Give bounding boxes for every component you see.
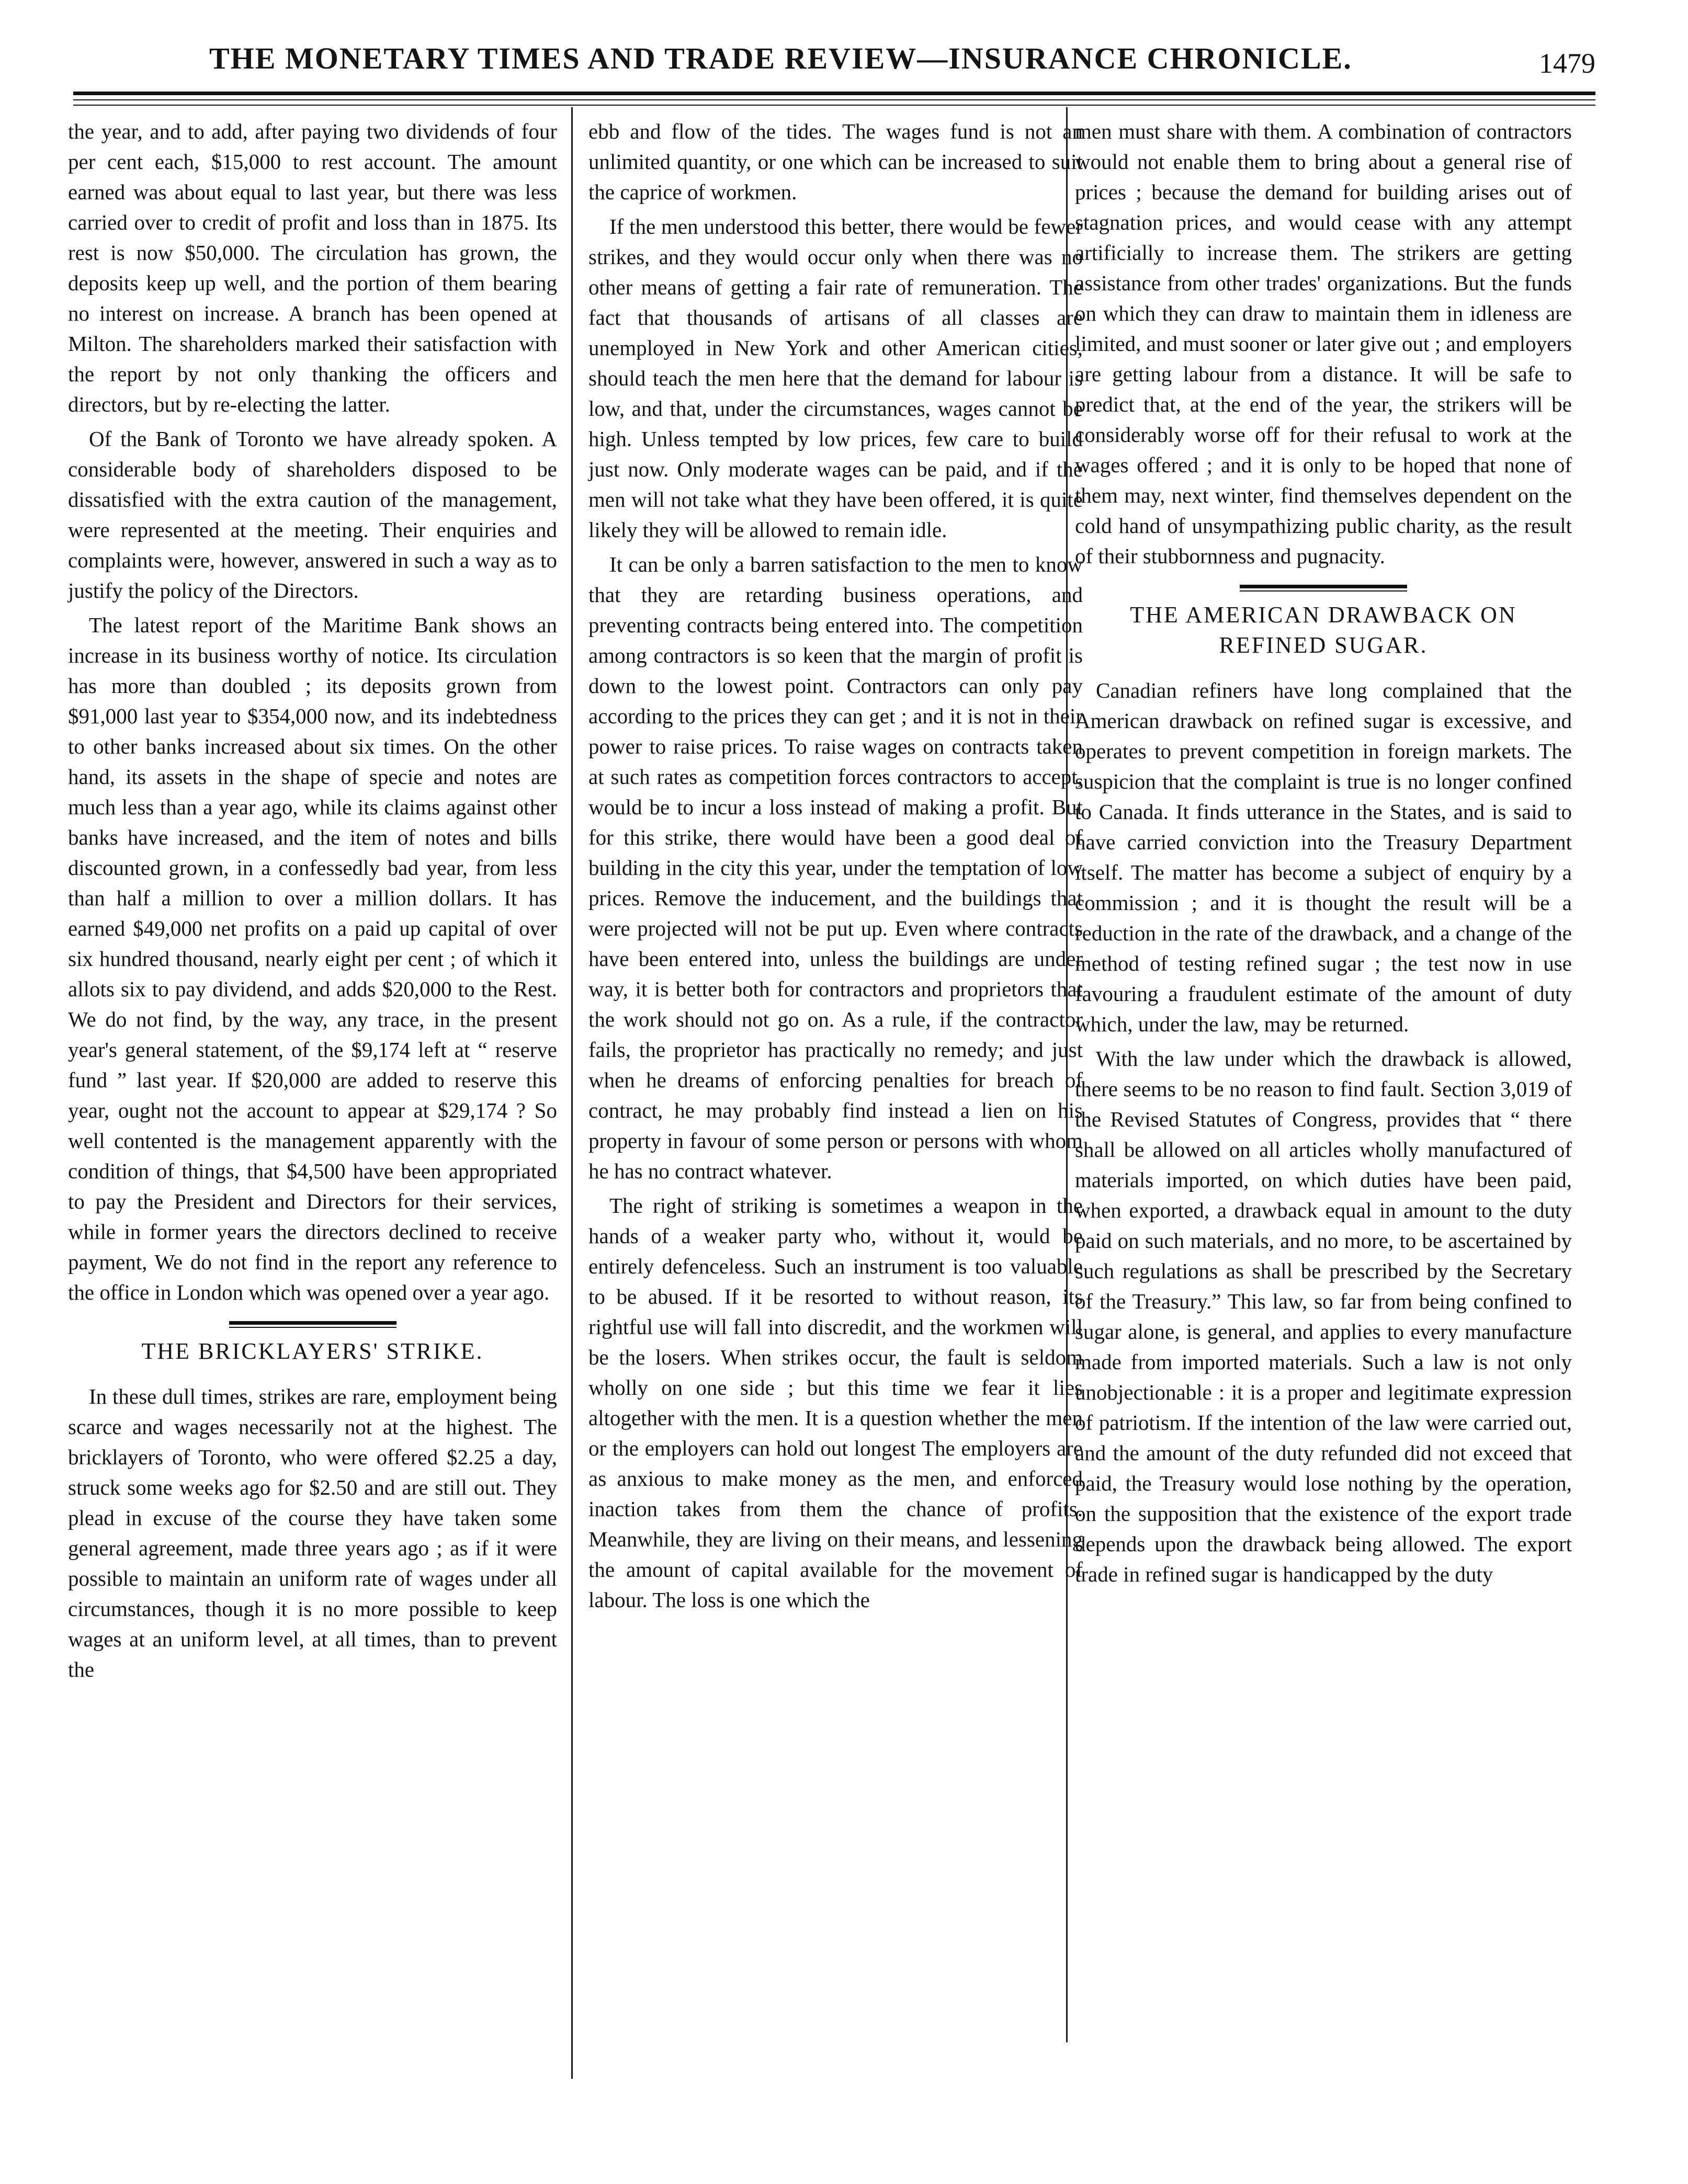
masthead-title: THE MONETARY TIMES AND TRADE REVIEW—INSURANCE CHRONICLE. [209, 41, 1352, 75]
header-rule-thin [73, 99, 1595, 100]
paragraph: men must share with them. A combination of contractors would not enable them to bring about a general rise of prices ; because the demand for building arises out of stagnation prices, and would cease with any attempt artificially to increase them. The strikers are getting assistance from other trades' organizations. But the funds on which they can draw to maintain them in idleness are limited, and must sooner or later give out ; and employers are getting labour from a distance. It will be safe to predict that, at the end of the year, the strikers will be considerably worse off for their refusal to work at the wages offered ; and it is only to be hoped that none of them may, next winter, find themselves dependent on the cold hand of unsympathizing public charity, as the result of their stubbornness and pugnacity. [1075, 119, 1572, 568]
paragraph: If the men understood this better, there would be fewer strikes, and they would occur only when there was no other means of getting a fair rate of remuneration. The fact that thousands of artisans of all classes are unemployed in New York and other American cities, should teach the men here that the demand for labour is low, and that, under the circumstances, wages cannot be high. Unless tempted by low prices, few care to build just now. Only moderate wages can be paid, and if the men will not take what they have been offered, it is quite likely they will be allowed to remain idle. [588, 214, 1083, 542]
paragraph: The right of striking is sometimes a weapon in the hands of a weaker party who, without it, would be entirely defenceless. Such an instrument is too valuable to be abused. If it be resorted to without reason, its rightful use will fall into discredit, and the workmen will be the losers. When strikes occur, the fault is seldom wholly on one side ; but this time we fear it lies altogether with the men. It is a question whether the men or the employers can hold out longest The employers are as anxious to make money as the men, and enforced inaction takes from them the chance of profits. Meanwhile, they are living on their means, and lessening the amount of capital available for the movement of labour. The loss is one which the [588, 1193, 1083, 1612]
header-rule-thin-lower [73, 105, 1595, 106]
column-3 [1075, 116, 1572, 1594]
column-1 [68, 116, 557, 1689]
paragraph: Canadian refiners have long complained that the American drawback on refined sugar is excessive, and operates to prevent competition in foreign markets. The suspicion that the complaint is true is no longer confined to Canada. It finds utterance in the States, and is said to have carried conviction into the Treasury Department itself. The matter has become a subject of enquiry by a commission ; and it is thought the result will be a reduction in the rate of the drawback, and a change of the method of testing refined sugar ; the test now in use favouring a fraudulent estimate of the amount of duty which, under the law, may be returned. [1075, 678, 1572, 1036]
paragraph: the year, and to add, after paying two dividends of four per cent each, $15,000 to rest account. The amount earned was about equal to last year, but there was less carried over to credit of profit and loss than in 1875. Its rest is now $50,000. The circulation has grown, the deposits keep up well, and the portion of them bearing no interest on increase. A branch has been opened at Milton. The shareholders marked their satisfaction with the report by not only thanking the officers and directors, but by re-electing the latter. [68, 119, 557, 416]
paragraph: With the law under which the drawback is allowed, there seems to be no reason to find fault. Section 3,019 of the Revised Statutes of Congress, provides that “ there shall be allowed on all articles wholly manufactured of materials imported, on which duties have been paid, when exported, a drawback equal in amount to the duty paid on such materials, and no more, to be ascertained by such regulations as shall be prescribed by the Secretary of the Treasury.” This law, so far from being confined to sugar alone, is general, and applies to every manufacture made from imported materials. Such a law is not only unobjectionable : it is a proper and legitimate expression of patriotism. If the intention of the law were carried out, and the amount of the duty refunded did not exceed that paid, the Treasury would lose nothing by the operation, on the supposition that the existence of the export trade depends upon the drawback being allowed. The export trade in refined sugar is handicapped by the duty [1075, 1046, 1572, 1586]
paragraph: In these dull times, strikes are rare, employment being scarce and wages necessarily not at the highest. The bricklayers of Toronto, who were offered $2.25 a day, struck some weeks ago for $2.50 and are still out. They plead in excuse of the course they have taken some general agreement, made three years ago ; as if it were possible to maintain an uniform rate of wages under all circumstances, though it is no more possible to keep wages at an uniform level, at all times, than to prevent the [68, 1384, 557, 1681]
column-2 [588, 116, 1083, 1619]
paragraph: Of the Bank of Toronto we have already spoken. A considerable body of shareholders disposed to be dissatisfied with the extra caution of the management, were represented at the meeting. Their enquiries and complaints were, however, answered in such a way as to justify the policy of the Directors. [68, 427, 557, 602]
section-heading-bricklayers: THE BRICKLAYERS' STRIKE. [141, 1338, 484, 1364]
section-heading-drawback [1075, 600, 1572, 661]
header-rule-thick [73, 92, 1595, 95]
section-separator [229, 1321, 396, 1328]
page-header [78, 41, 1595, 88]
paragraph: ebb and flow of the tides. The wages fund is not an unlimited quantity, or one which can be increased to suit the caprice of workmen. [588, 119, 1083, 204]
section-separator [1240, 585, 1407, 592]
page-number: 1479 [1539, 48, 1595, 79]
heading-line: REFINED SUGAR. [1219, 632, 1428, 658]
paragraph: The latest report of the Maritime Bank shows an increase in its business worthy of notice. Its circulation has more than doubled ; its deposits grown from $91,000 last year to $354,000 now, and its indebtedness to other banks increased about six times. On the other hand, its assets in the shape of specie and notes are much less than a year ago, while its claims against other banks have increased, and the item of notes and bills discounted grown, in a confessedly bad year, from less than half a million to over a million dollars. It has earned $49,000 net profits on a paid up capital of over six hundred thousand, nearly eight per cent ; of which it allots six to pay dividend, and adds $20,000 to the Rest. We do not find, by the way, any trace, in the present year's general statement, of the $9,174 left at “ reserve fund ” last year. If $20,000 are added to reserve this year, ought not the account to appear at $29,174 ? So well contented is the management apparently with the condition of things, that $4,500 have been appropriated to pay the President and Directors for their services, while in former years the directors declined to receive payment, We do not find in the report any reference to the office in London which was opened over a year ago. [68, 613, 557, 1304]
heading-line: THE AMERICAN DRAWBACK ON [1130, 602, 1517, 628]
column-divider-1 [571, 107, 573, 2079]
paragraph: It can be only a barren satisfaction to the men to know that they are retarding business operations, and preventing contracts being entered into. The competition among contractors is so keen that the margin of profit is down to the lowest point. Contractors can only pay according to the prices they can get ; and it is not in their power to raise prices. To raise wages on contracts taken at such rates as competition forces contractors to accept, would be to incur a loss instead of making a profit. But for this strike, there would have been a good deal of building in the city this year, under the temptation of low prices. Remove the inducement, and the buildings that were projected will not be put up. Even where contracts have been entered into, unless the buildings are under way, it is better both for contractors and proprietors that the work should not go on. As a rule, if the contractor fails, the proprietor has practically no remedy; and just when he dreams of enforcing penalties for breach of contract, he may probably find instead a lien on his property in favour of some person or persons with whom he has no contract whatever. [588, 552, 1083, 1183]
